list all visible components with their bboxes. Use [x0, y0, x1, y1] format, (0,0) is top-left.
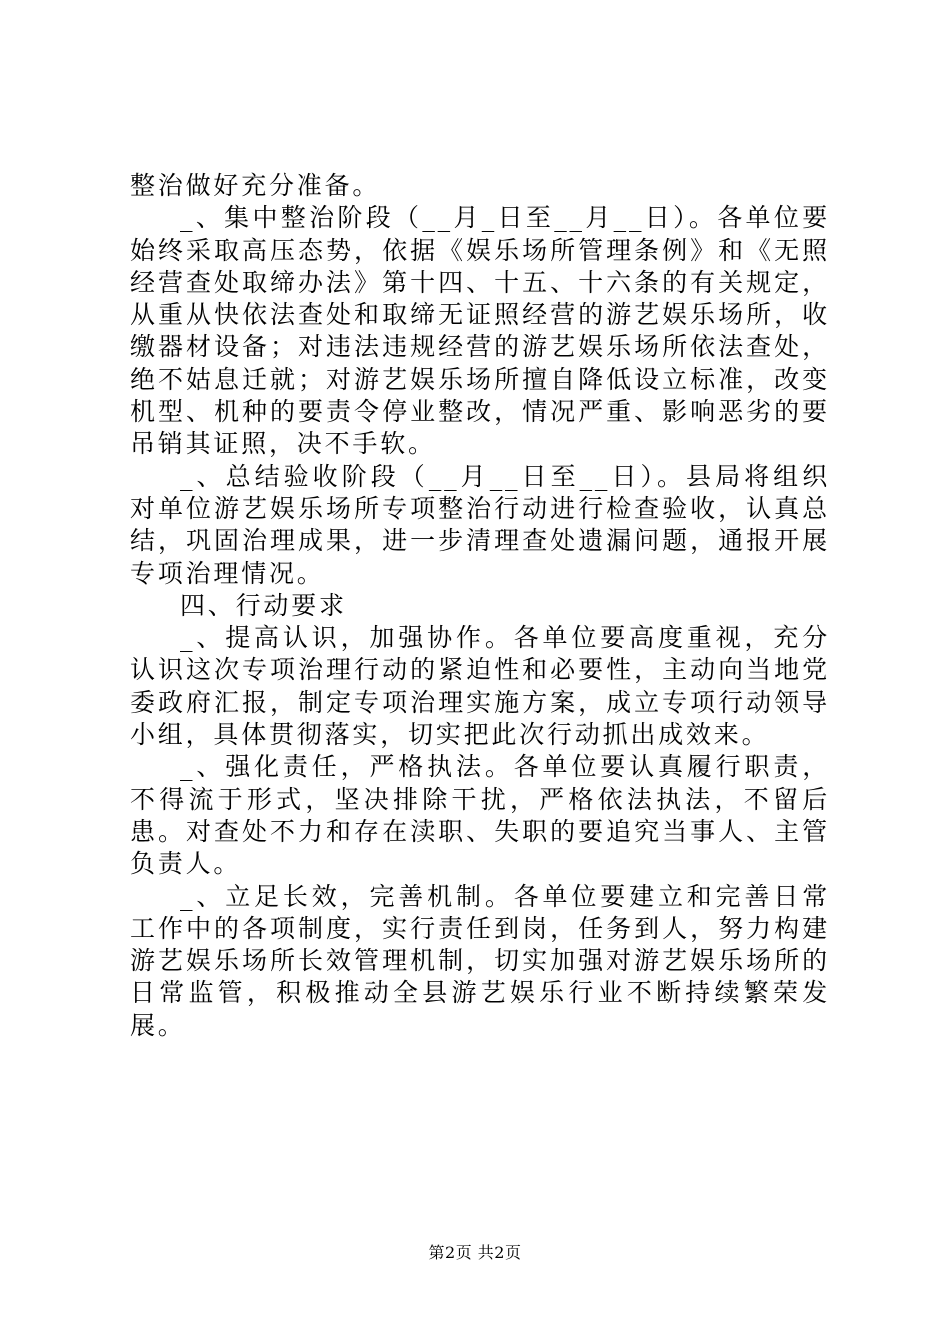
paragraph-long-term-mechanism: _、立足长效，完善机制。各单位要建立和完善日常工作中的各项制度，实行责任到岗，任务到人，努力构建游艺娱乐场所长效管理机制，切实加强对游艺娱乐场所的日常监管，积极推动全县游艺娱乐行业不断持续繁荣发展。: [130, 881, 830, 1040]
paragraph-summary-acceptance: _、总结验收阶段（__月__日至__日）。县局将组织对单位游艺娱乐场所专项整治行动进行检查验收，认真总结，巩固治理成果，进一步清理查处遗漏问题，通报开展专项治理情况。: [130, 461, 830, 588]
document-body: [130, 170, 830, 1042]
paragraph-strengthen-responsibility: _、强化责任，严格执法。各单位要认真履行职责，不得流于形式，坚决排除干扰，严格依法执法，不留后患。对查处不力和存在渎职、失职的要追究当事人、主管负责人。: [130, 752, 830, 879]
paragraph-raise-awareness: _、提高认识，加强协作。各单位要高度重视，充分认识这次专项治理行动的紧迫性和必要性，主动向当地党委政府汇报，制定专项治理实施方案，成立专项行动领导小组，具体贯彻落实，切实把此次行动抓出成效来。: [130, 623, 830, 750]
page-number-footer: 第2页 共2页: [428, 1243, 522, 1262]
paragraph-concentrated-rectification: _、集中整治阶段（__月_日至__月__日）。各单位要始终采取高压态势，依据《娱乐场所管理条例》和《无照经营查处取缔办法》第十四、十五、十六条的有关规定，从重从快依法查处和取缔无证照经营的游艺娱乐场所，收缴器材设备；对违法违规经营的游艺娱乐场所依法查处，绝不姑息迁就；对游艺娱乐场所擅自降低设立标准，改变机型、机种的要责令停业整改，情况严重、影响恶劣的要吊销其证照，决不手软。: [130, 203, 830, 459]
section-heading-action-requirements: 四、行动要求: [180, 590, 347, 620]
paragraph-preparation-end: 整治做好充分准备。: [130, 171, 381, 200]
